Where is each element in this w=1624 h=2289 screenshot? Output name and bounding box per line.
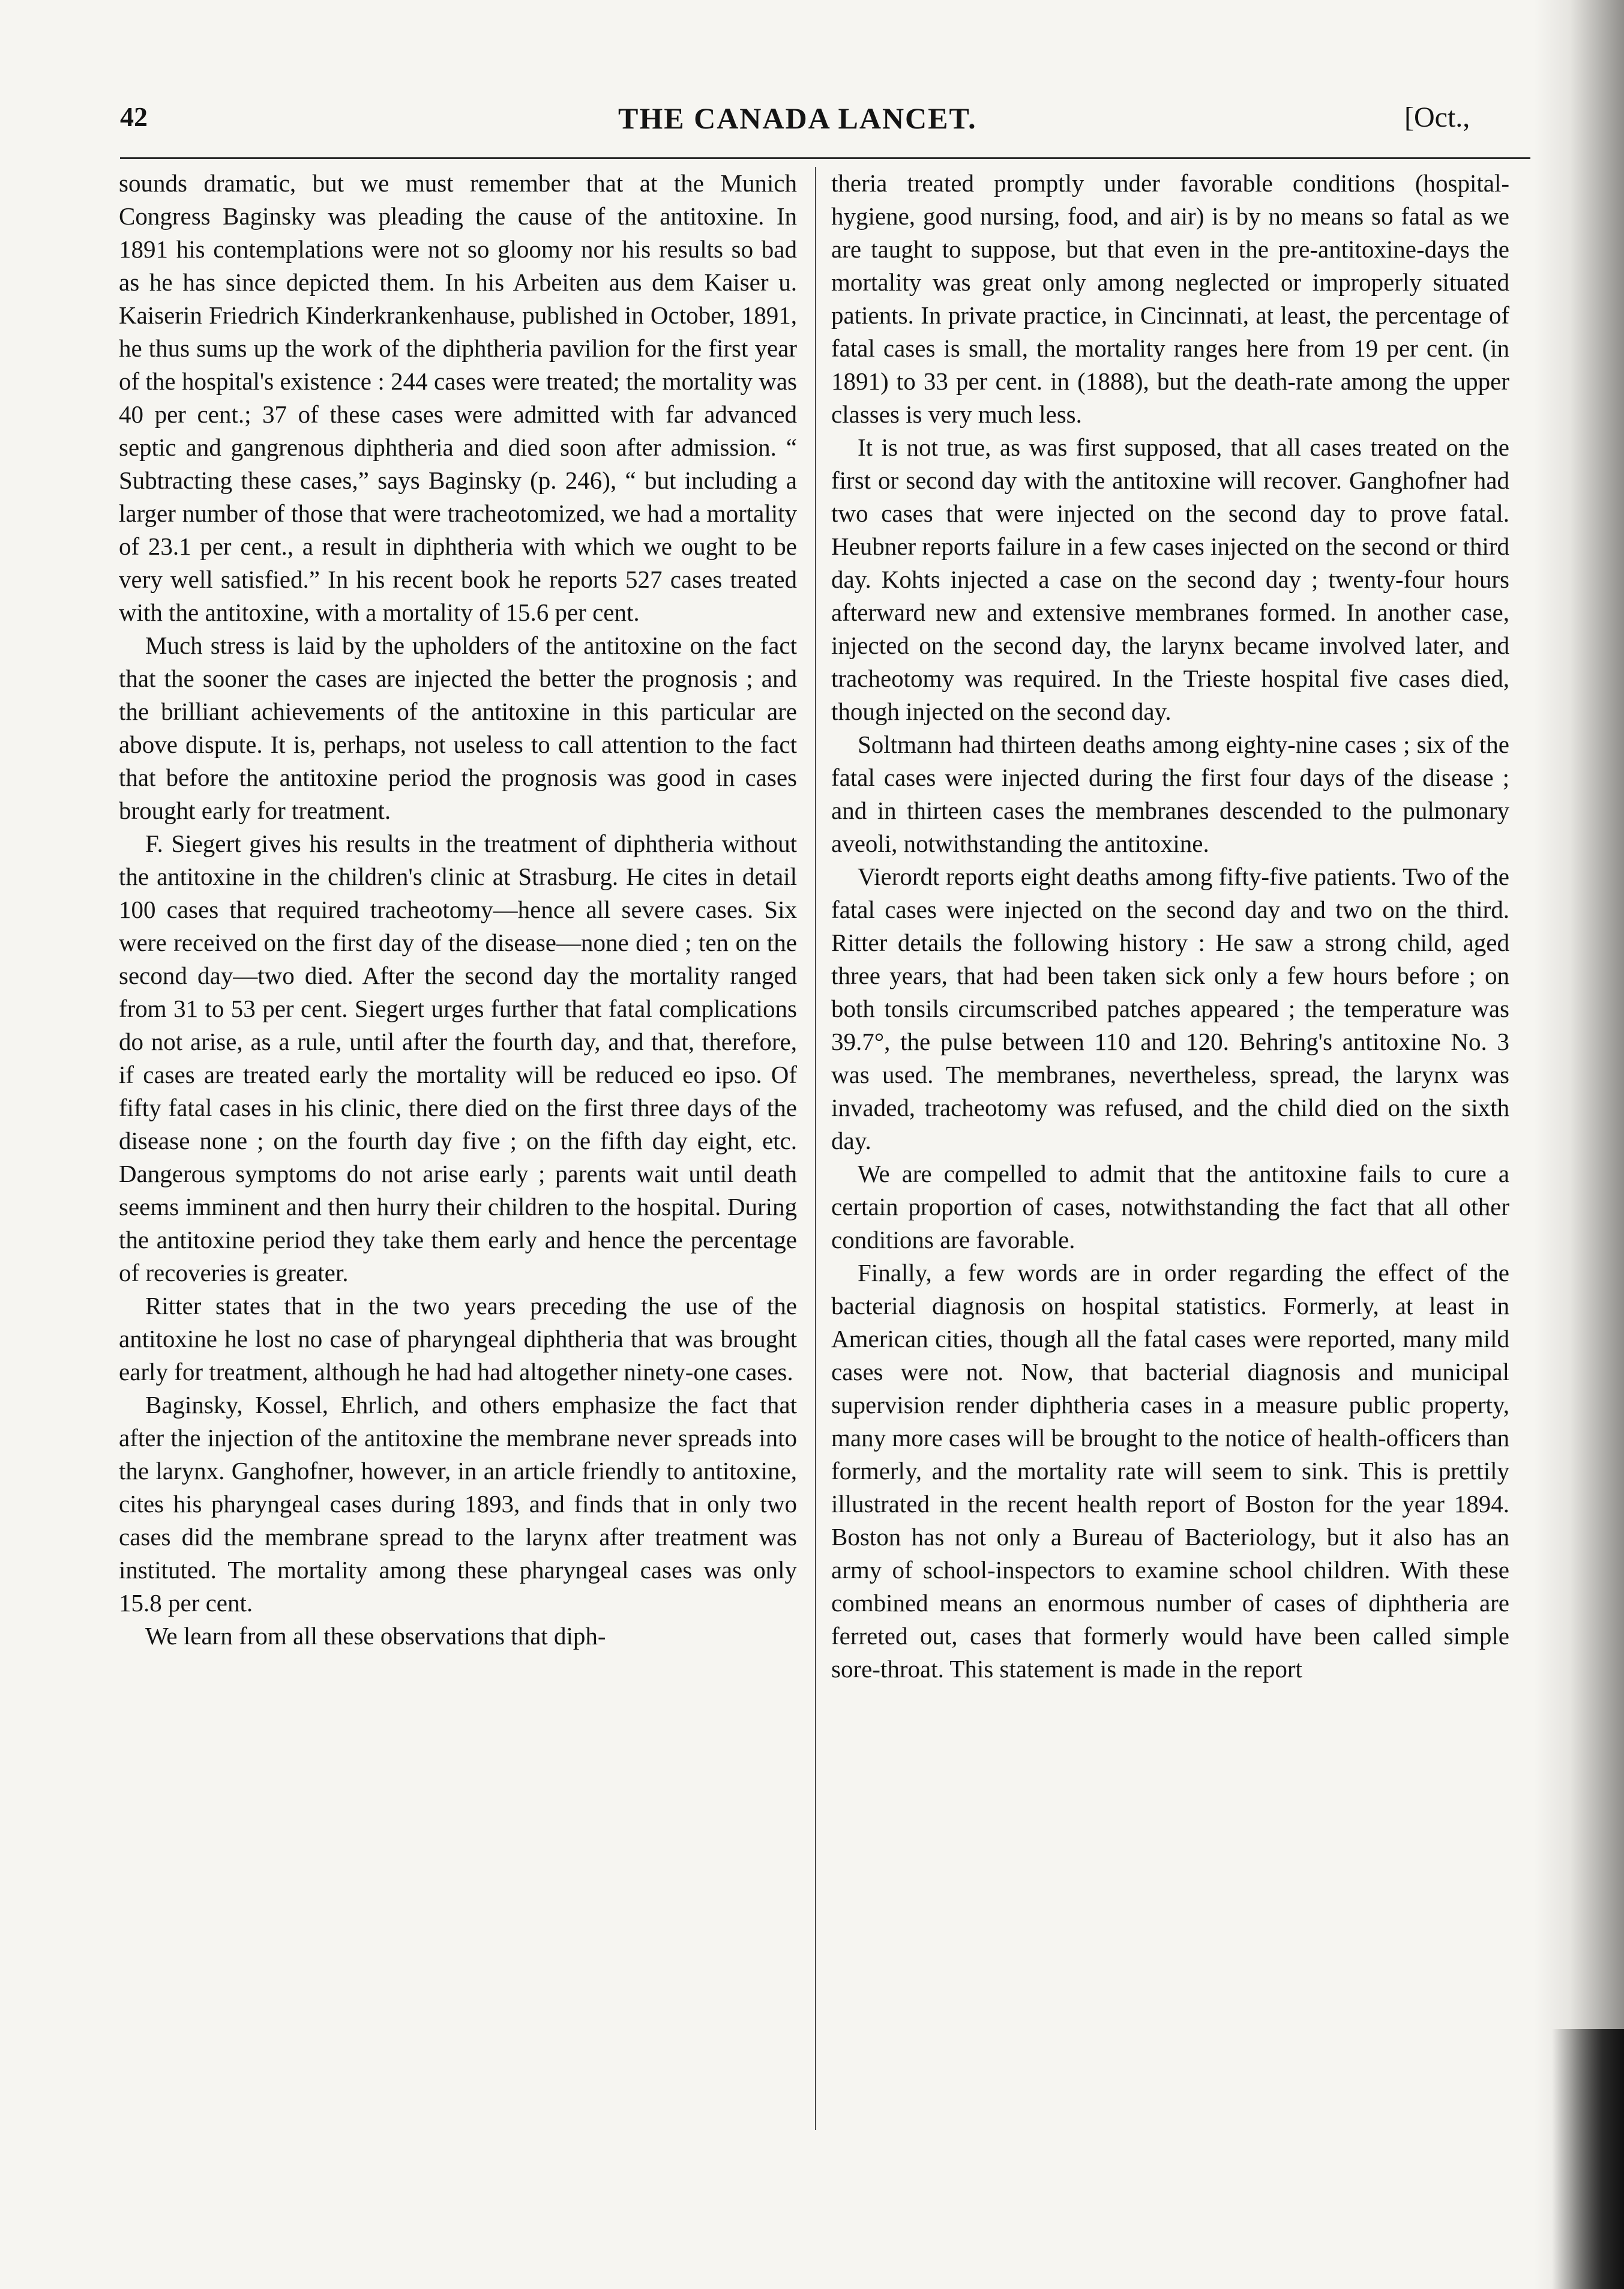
issue-label: [Oct., (1404, 101, 1470, 133)
journal-title: THE CANADA LANCET. (618, 101, 977, 135)
paragraph: We are compelled to admit that the antitoxine fails to cure a certain proportion of cases, notwithstanding the fact that all other conditions are favorable. (831, 1160, 1509, 1253)
paragraph: Baginsky, Kossel, Ehrlich, and others emphasize the fact that after the injection of the antitoxine the membrane never spreads into the larynx. Ganghofner, however, in an article friendly to antitoxine, cites his pharyngeal cases during 1893, and finds that in only two cases did the membrane spread to the larynx after treatment was instituted. The mortality among these pharyngeal cases was only 15.8 per cent. (119, 1391, 797, 1617)
column-divider (815, 167, 816, 2130)
paragraph: theria treated promptly under favorable conditions (hospital-hygiene, good nursing, food, and air) is by no means so fatal as we are taught to suppose, but that even in the pre-antitoxine-days the mortality was great only among neglected or improperly situated patients. In private practice, in Cincinnati, at least, the percentage of fatal cases is small, the mortality ranges here from 19 per cent. (in 1891) to 33 per cent. in (1888), but the death-rate among the upper classes is very much less. (831, 169, 1509, 428)
page-edge-binding (1552, 2029, 1624, 2289)
page-number: 42 (120, 101, 148, 132)
paragraph: Ritter states that in the two years preceding the use of the antitoxine he lost no case of pharyngeal diphtheria that was brought early for treatment, although he had had altogether ninety-one cases. (119, 1292, 797, 1386)
paragraph: Vierordt reports eight deaths among fifty-five patients. Two of the fatal cases were injected on the second day and two on the third. Ritter details the following history : He saw a strong child, aged three years, that had been taken sick only a few hours before ; on both tonsils circumscribed patches appeared ; the temperature was 39.7°, the pulse between 110 and 120. Behring's antitoxine No. 3 was used. The membranes, nevertheless, spread, the larynx was invaded, tracheotomy was refused, and the child died on the sixth day. (831, 863, 1509, 1154)
left-column (119, 167, 797, 1653)
paragraph: Soltmann had thirteen deaths among eighty-nine cases ; six of the fatal cases were injected during the first four days of the disease ; and in thirteen cases the membranes descended to the pulmonary aveoli, notwithstanding the antitoxine. (831, 731, 1509, 857)
paragraph: Finally, a few words are in order regarding the effect of the bacterial diagnosis on hospital statistics. Formerly, at least in American cities, though all the fatal cases were reported, many mild cases were not. Now, that bacterial diagnosis and municipal supervision render diphtheria cases in a measure public property, many more cases will be brought to the notice of health-officers than formerly, and the mortality rate will seem to sink. This is prettily illustrated in the recent health report of Boston for the year 1894. Boston has not only a Bureau of Bacteriology, but it also has an army of school-inspectors to examine school children. With these combined means an enormous number of cases of diphtheria are ferreted out, cases that formerly would have been called simple sore-throat. This statement is made in the report (831, 1259, 1509, 1683)
paragraph: It is not true, as was first supposed, that all cases treated on the first or second day with the antitoxine will recover. Ganghofner had two cases that were injected on the second day to prove fatal. Heubner reports failure in a few cases injected on the second or third day. Kohts injected a case on the second day ; twenty-four hours afterward new and extensive membranes formed. In another case, injected on the second day, the larynx became involved later, and tracheotomy was required. In the Trieste hospital five cases died, though injected on the second day. (831, 433, 1509, 725)
paragraph: We learn from all these observations that diph- (145, 1622, 606, 1650)
right-column (831, 167, 1509, 1686)
paragraph: F. Siegert gives his results in the treatment of diphtheria without the antitoxine in the children's clinic at Strasburg. He cites in detail 100 cases that required tracheotomy—hence all severe cases. Six were received on the first day of the disease—none died ; ten on the second day—two died. After the second day the mortality ranged from 31 to 53 per cent. Siegert urges further that fatal complications do not arise, as a rule, until after the fourth day, and that, therefore, if cases are treated early the mortality will be reduced eo ipso. Of fifty fatal cases in his clinic, there died on the first three days of the disease none ; on the fourth day five ; on the fifth day eight, etc. Dangerous symptoms do not arise early ; parents wait until death seems imminent and then hurry their children to the hospital. During the antitoxine period they take them early and hence the percentage of recoveries is greater. (119, 830, 797, 1286)
paragraph: Much stress is laid by the upholders of the antitoxine on the fact that the sooner the cases are injected the better the prognosis ; and the brilliant achievements of the antitoxine in this particular are above dispute. It is, perhaps, not useless to call attention to the fact that before the antitoxine period the prognosis was good in cases brought early for treatment. (119, 632, 797, 824)
page-edge-shadow (1534, 0, 1624, 2289)
page-header (120, 101, 1530, 149)
paragraph: sounds dramatic, but we must remember that at the Munich Congress Baginsky was pleading the cause of the antitoxine. In 1891 his contemplations were not so gloomy nor his results so bad as he has since depicted them. In his Arbeiten aus dem Kaiser u. Kaiserin Friedrich Kinderkrankenhause, published in October, 1891, he thus sums up the work of the diphtheria pavilion for the first year of the hospital's existence : 244 cases were treated; the mortality was 40 per cent.; 37 of these cases were admitted with far advanced septic and gangrenous diphtheria and died soon after admission. “ Subtracting these cases,” says Baginsky (p. 246), “ but including a larger number of those that were tracheotomized, we had a mortality of 23.1 per cent., a result in diphtheria with which we ought to be very well satisfied.” In his recent book he reports 527 cases treated with the antitoxine, with a mortality of 15.6 per cent. (119, 169, 797, 626)
header-rule (120, 157, 1530, 159)
